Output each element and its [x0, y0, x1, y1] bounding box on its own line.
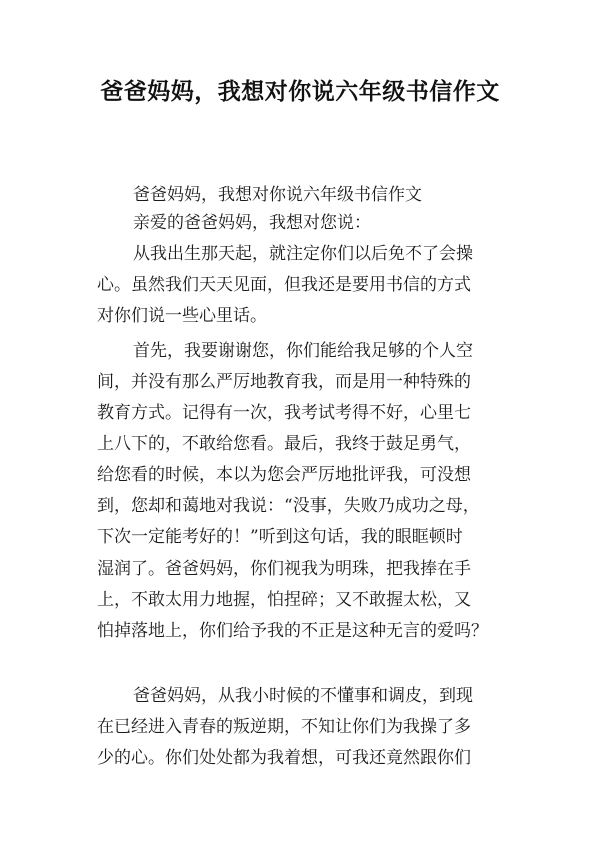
document-title: 爸爸妈妈，我想对你说六年级书信作文 — [100, 79, 500, 105]
paragraph-line-10: 给您看的时候，本以为您会严厉地批评我，可没想 — [97, 465, 471, 485]
paragraph-line-12: 下次一定能考好的！”听到这句话，我的眼眶顿时 — [97, 527, 463, 547]
paragraph-line-8: 教育方式。记得有一次，我考试考得不好，心里七 — [97, 403, 471, 423]
paragraph-line-5: 对你们说一些心里话。 — [97, 306, 267, 326]
paragraph-line-17: 在已经进入青春的叛逆期，不知让你们为我操了多 — [97, 717, 471, 737]
paragraph-line-3: 从我出生那天起，就注定你们以后免不了会操 — [133, 244, 473, 264]
paragraph-line-7: 间，并没有那么严厉地教育我，而是用一种特殊的 — [97, 372, 471, 392]
paragraph-line-16: 爸爸妈妈，从我小时候的不懂事和调皮，到现 — [133, 686, 473, 706]
paragraph-line-14: 上，不敢太用力地握，怕捏碎；又不敢握太松，又 — [97, 590, 471, 610]
paragraph-line-11: 到，您却和蔼地对我说：“没事，失败乃成功之母， — [97, 496, 480, 516]
paragraph-line-6: 首先，我要谢谢您，你们能给我足够的个人空 — [133, 341, 473, 361]
paragraph-line-18: 少的心。你们处处都为我着想，可我还竟然跟你们 — [97, 748, 471, 768]
paragraph-line-13: 湿润了。爸爸妈妈，你们视我为明珠，把我捧在手 — [97, 559, 471, 579]
paragraph-line-1: 爸爸妈妈，我想对你说六年级书信作文 — [133, 185, 422, 205]
paragraph-line-9: 上八下的，不敢给您看。最后，我终于鼓足勇气， — [97, 434, 471, 454]
paragraph-line-4: 心。虽然我们天天见面，但我还是要用书信的方式 — [97, 275, 471, 295]
paragraph-line-2: 亲爱的爸爸妈妈，我想对您说： — [133, 213, 371, 233]
paragraph-line-15: 怕掉落地上，你们给予我的不正是这种无言的爱吗？ — [97, 621, 488, 641]
